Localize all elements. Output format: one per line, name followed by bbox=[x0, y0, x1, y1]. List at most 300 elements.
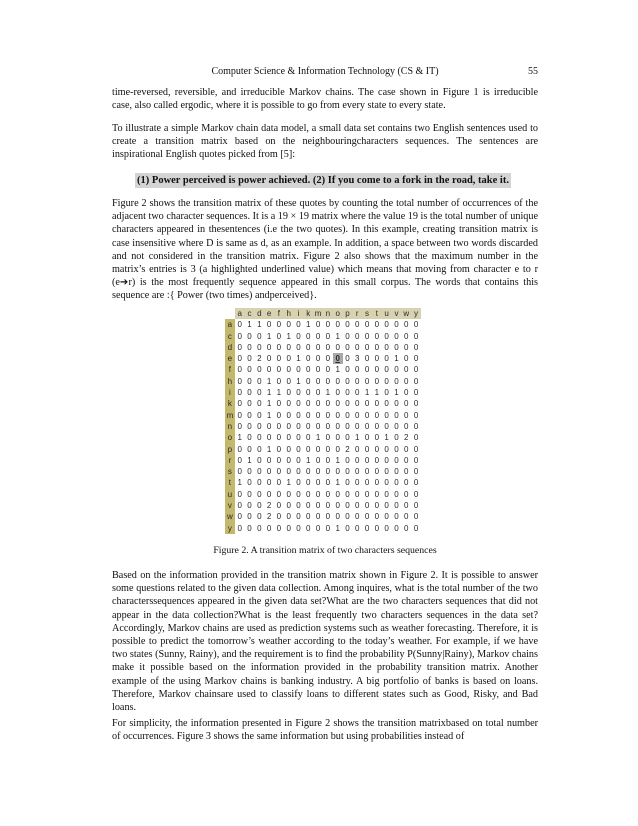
matrix-cell: 0 bbox=[264, 466, 274, 477]
matrix-cell: 0 bbox=[362, 342, 372, 353]
matrix-cell: 0 bbox=[264, 489, 274, 500]
matrix-cell: 0 bbox=[352, 511, 362, 522]
matrix-cell: 0 bbox=[313, 500, 323, 511]
matrix-max-cell: 0 bbox=[333, 353, 343, 364]
matrix-cell: 0 bbox=[362, 500, 372, 511]
matrix-row bbox=[225, 523, 421, 534]
matrix-cell: 0 bbox=[235, 342, 245, 353]
matrix-cell: 0 bbox=[343, 364, 353, 375]
matrix-cell: 0 bbox=[264, 523, 274, 534]
matrix-cell: 0 bbox=[235, 353, 245, 364]
matrix-cell: 0 bbox=[235, 455, 245, 466]
paragraph-3: Figure 2 shows the transition matrix of these quotes by counting the total number of occurrences of the adjacent two character sequences. It is a 19 × 19 matrix where the value 19 is the total number of unique characters appeared in thesentences (i.e the two quotes). In this example, creating transition matrix is case insensitive where D is same as d, as an example. In addition, a space between two words discarded and not considered in the transition matrix. Figure 2 also shows that the maximum number in the matrix’s entries is 3 (a highlighted underlined value) which means that moving from character e to r (e➔r) is the most frequently sequence appeared in this small corpus. The words that contains this sequence are :{ Power (two times) andperceived}. bbox=[112, 198, 538, 302]
matrix-cell: 0 bbox=[343, 376, 353, 387]
matrix-row bbox=[225, 477, 421, 488]
matrix-cell: 0 bbox=[313, 455, 323, 466]
matrix-cell: 0 bbox=[401, 364, 411, 375]
matrix-corner bbox=[225, 308, 235, 319]
matrix-cell: 2 bbox=[343, 444, 353, 455]
matrix-cell: 0 bbox=[323, 410, 333, 421]
matrix-row-header: h bbox=[225, 376, 235, 387]
matrix-cell: 0 bbox=[323, 342, 333, 353]
matrix-row-header: a bbox=[225, 319, 235, 330]
matrix-cell: 0 bbox=[411, 376, 421, 387]
matrix-cell: 0 bbox=[284, 511, 294, 522]
matrix-cell: 0 bbox=[362, 353, 372, 364]
matrix-col-header: i bbox=[294, 308, 304, 319]
matrix-cell: 0 bbox=[343, 466, 353, 477]
matrix-cell: 0 bbox=[411, 455, 421, 466]
matrix-cell: 0 bbox=[313, 410, 323, 421]
matrix-col-header: u bbox=[382, 308, 392, 319]
matrix-cell: 0 bbox=[372, 455, 382, 466]
matrix-cell: 2 bbox=[254, 353, 264, 364]
matrix-cell: 0 bbox=[372, 444, 382, 455]
matrix-cell: 0 bbox=[313, 523, 323, 534]
matrix-cell: 0 bbox=[294, 466, 304, 477]
matrix-cell: 0 bbox=[343, 500, 353, 511]
matrix-cell: 0 bbox=[333, 376, 343, 387]
matrix-cell: 1 bbox=[303, 319, 313, 330]
matrix-cell: 0 bbox=[372, 410, 382, 421]
matrix-cell: 0 bbox=[313, 364, 323, 375]
matrix-cell: 0 bbox=[245, 387, 255, 398]
matrix-col-header: p bbox=[343, 308, 353, 319]
matrix-cell: 0 bbox=[294, 421, 304, 432]
matrix-row-header: y bbox=[225, 523, 235, 534]
matrix-cell: 0 bbox=[382, 331, 392, 342]
matrix-row bbox=[225, 398, 421, 409]
matrix-cell: 0 bbox=[303, 432, 313, 443]
matrix-cell: 0 bbox=[254, 376, 264, 387]
matrix-cell: 0 bbox=[362, 421, 372, 432]
matrix-row-header: e bbox=[225, 353, 235, 364]
matrix-cell: 0 bbox=[372, 500, 382, 511]
matrix-cell: 0 bbox=[401, 455, 411, 466]
matrix-cell: 0 bbox=[284, 523, 294, 534]
matrix-cell: 0 bbox=[313, 477, 323, 488]
matrix-cell: 0 bbox=[254, 421, 264, 432]
matrix-row-header: r bbox=[225, 455, 235, 466]
matrix-col-header: y bbox=[411, 308, 421, 319]
matrix-cell: 0 bbox=[294, 500, 304, 511]
matrix-cell: 0 bbox=[264, 342, 274, 353]
matrix-cell: 0 bbox=[245, 500, 255, 511]
matrix-cell: 0 bbox=[411, 432, 421, 443]
matrix-cell: 0 bbox=[382, 500, 392, 511]
matrix-cell: 0 bbox=[372, 398, 382, 409]
matrix-cell: 0 bbox=[333, 398, 343, 409]
matrix-cell: 0 bbox=[333, 466, 343, 477]
matrix-cell: 0 bbox=[352, 331, 362, 342]
matrix-cell: 0 bbox=[274, 331, 284, 342]
matrix-cell: 0 bbox=[333, 410, 343, 421]
matrix-cell: 0 bbox=[235, 398, 245, 409]
matrix-cell: 0 bbox=[303, 376, 313, 387]
matrix-cell: 1 bbox=[274, 387, 284, 398]
matrix-cell: 0 bbox=[362, 376, 372, 387]
matrix-cell: 0 bbox=[362, 331, 372, 342]
matrix-cell: 0 bbox=[392, 523, 402, 534]
matrix-cell: 0 bbox=[392, 398, 402, 409]
matrix-cell: 0 bbox=[274, 364, 284, 375]
matrix-cell: 1 bbox=[235, 432, 245, 443]
matrix-cell: 0 bbox=[372, 466, 382, 477]
matrix-cell: 0 bbox=[392, 364, 402, 375]
matrix-cell: 0 bbox=[235, 444, 245, 455]
matrix-cell: 2 bbox=[264, 500, 274, 511]
matrix-cell: 0 bbox=[264, 432, 274, 443]
matrix-cell: 0 bbox=[411, 500, 421, 511]
matrix-cell: 0 bbox=[284, 421, 294, 432]
matrix-cell: 0 bbox=[362, 410, 372, 421]
matrix-cell: 0 bbox=[362, 364, 372, 375]
matrix-cell: 0 bbox=[352, 466, 362, 477]
matrix-cell: 0 bbox=[294, 477, 304, 488]
matrix-cell: 0 bbox=[294, 364, 304, 375]
matrix-cell: 0 bbox=[284, 466, 294, 477]
matrix-cell: 0 bbox=[274, 342, 284, 353]
matrix-cell: 1 bbox=[264, 410, 274, 421]
matrix-cell: 0 bbox=[284, 387, 294, 398]
matrix-cell: 1 bbox=[284, 331, 294, 342]
matrix-cell: 0 bbox=[313, 466, 323, 477]
matrix-cell: 0 bbox=[235, 421, 245, 432]
paragraph-1: time-reversed, reversible, and irreducible Markov chains. The case shown in Figure 1 is irreducible case, also called ergodic, where it is possible to go from every state to every state. bbox=[112, 87, 538, 112]
matrix-cell: 2 bbox=[264, 511, 274, 522]
figure-caption: Figure 2. A transition matrix of two characters sequences bbox=[213, 545, 437, 556]
matrix-cell: 0 bbox=[264, 421, 274, 432]
matrix-cell: 0 bbox=[362, 455, 372, 466]
matrix-body bbox=[225, 319, 421, 534]
matrix-cell: 0 bbox=[284, 364, 294, 375]
matrix-cell: 0 bbox=[313, 353, 323, 364]
matrix-cell: 0 bbox=[264, 477, 274, 488]
matrix-cell: 0 bbox=[343, 511, 353, 522]
matrix-col-header: w bbox=[401, 308, 411, 319]
matrix-cell: 0 bbox=[245, 489, 255, 500]
matrix-cell: 0 bbox=[323, 421, 333, 432]
matrix-cell: 0 bbox=[274, 353, 284, 364]
matrix-cell: 0 bbox=[303, 387, 313, 398]
matrix-cell: 1 bbox=[362, 387, 372, 398]
matrix-cell: 0 bbox=[333, 500, 343, 511]
matrix-cell: 1 bbox=[264, 444, 274, 455]
matrix-cell: 0 bbox=[382, 455, 392, 466]
matrix-row bbox=[225, 364, 421, 375]
matrix-cell: 1 bbox=[333, 523, 343, 534]
matrix-cell: 0 bbox=[392, 376, 402, 387]
matrix-cell: 1 bbox=[323, 387, 333, 398]
matrix-cell: 0 bbox=[323, 331, 333, 342]
matrix-cell: 0 bbox=[411, 353, 421, 364]
matrix-row-header: s bbox=[225, 466, 235, 477]
matrix-col-header: n bbox=[323, 308, 333, 319]
matrix-cell: 0 bbox=[382, 523, 392, 534]
matrix-cell: 0 bbox=[411, 421, 421, 432]
matrix-cell: 0 bbox=[343, 523, 353, 534]
matrix-cell: 0 bbox=[362, 432, 372, 443]
matrix-cell: 0 bbox=[303, 331, 313, 342]
matrix-row-header: i bbox=[225, 387, 235, 398]
matrix-cell: 0 bbox=[235, 523, 245, 534]
paragraph-5: For simplicity, the information presented in Figure 2 shows the transition matrixbased on total number of occurrences. Figure 3 shows the same information but using probabilities instead of bbox=[112, 718, 538, 743]
matrix-row bbox=[225, 500, 421, 511]
matrix-cell: 0 bbox=[303, 353, 313, 364]
matrix-cell: 0 bbox=[294, 489, 304, 500]
matrix-cell: 0 bbox=[411, 523, 421, 534]
matrix-cell: 0 bbox=[343, 489, 353, 500]
matrix-col-header: v bbox=[392, 308, 402, 319]
matrix-col-header: e bbox=[264, 308, 274, 319]
matrix-cell: 0 bbox=[284, 444, 294, 455]
matrix-cell: 0 bbox=[401, 500, 411, 511]
matrix-cell: 0 bbox=[245, 364, 255, 375]
matrix-cell: 0 bbox=[401, 331, 411, 342]
matrix-cell: 0 bbox=[411, 477, 421, 488]
matrix-cell: 0 bbox=[323, 477, 333, 488]
matrix-cell: 0 bbox=[333, 432, 343, 443]
matrix-cell: 1 bbox=[352, 432, 362, 443]
matrix-cell: 0 bbox=[362, 511, 372, 522]
matrix-cell: 0 bbox=[274, 466, 284, 477]
matrix-cell: 0 bbox=[343, 410, 353, 421]
matrix-cell: 0 bbox=[382, 353, 392, 364]
matrix-cell: 0 bbox=[245, 511, 255, 522]
matrix-row bbox=[225, 387, 421, 398]
matrix-cell: 0 bbox=[254, 342, 264, 353]
matrix-cell: 0 bbox=[392, 455, 402, 466]
matrix-cell: 0 bbox=[274, 489, 284, 500]
matrix-col-header: r bbox=[352, 308, 362, 319]
matrix-cell: 0 bbox=[401, 421, 411, 432]
matrix-cell: 0 bbox=[382, 477, 392, 488]
matrix-cell: 0 bbox=[411, 466, 421, 477]
matrix-cell: 1 bbox=[245, 319, 255, 330]
matrix-cell: 0 bbox=[382, 364, 392, 375]
matrix-row-header: c bbox=[225, 331, 235, 342]
matrix-cell: 0 bbox=[401, 376, 411, 387]
matrix-cell: 0 bbox=[313, 398, 323, 409]
matrix-cell: 0 bbox=[303, 466, 313, 477]
matrix-cell: 0 bbox=[294, 455, 304, 466]
matrix-cell: 0 bbox=[401, 444, 411, 455]
matrix-cell: 0 bbox=[392, 410, 402, 421]
matrix-cell: 0 bbox=[284, 319, 294, 330]
matrix-cell: 0 bbox=[245, 432, 255, 443]
matrix-cell: 0 bbox=[294, 432, 304, 443]
matrix-cell: 0 bbox=[411, 331, 421, 342]
matrix-cell: 1 bbox=[264, 376, 274, 387]
matrix-cell: 0 bbox=[235, 489, 245, 500]
matrix-cell: 0 bbox=[401, 511, 411, 522]
matrix-cell: 0 bbox=[313, 319, 323, 330]
matrix-cell: 0 bbox=[372, 523, 382, 534]
matrix-cell: 0 bbox=[352, 421, 362, 432]
matrix-cell: 0 bbox=[372, 364, 382, 375]
matrix-cell: 0 bbox=[303, 444, 313, 455]
matrix-cell: 0 bbox=[254, 489, 264, 500]
matrix-cell: 1 bbox=[392, 353, 402, 364]
matrix-cell: 0 bbox=[392, 319, 402, 330]
matrix-cell: 0 bbox=[352, 410, 362, 421]
matrix-cell: 0 bbox=[352, 455, 362, 466]
matrix-cell: 0 bbox=[411, 364, 421, 375]
matrix-cell: 0 bbox=[343, 331, 353, 342]
matrix-cell: 0 bbox=[333, 421, 343, 432]
matrix-cell: 0 bbox=[333, 342, 343, 353]
matrix-cell: 0 bbox=[372, 353, 382, 364]
matrix-cell: 0 bbox=[303, 364, 313, 375]
matrix-cell: 1 bbox=[333, 455, 343, 466]
matrix-cell: 1 bbox=[294, 353, 304, 364]
matrix-cell: 0 bbox=[323, 500, 333, 511]
matrix-cell: 0 bbox=[254, 432, 264, 443]
matrix-row bbox=[225, 342, 421, 353]
matrix-cell: 0 bbox=[254, 500, 264, 511]
matrix-cell: 0 bbox=[323, 489, 333, 500]
matrix-cell: 0 bbox=[401, 410, 411, 421]
matrix-cell: 1 bbox=[392, 387, 402, 398]
matrix-cell: 0 bbox=[264, 319, 274, 330]
matrix-cell: 0 bbox=[254, 364, 264, 375]
matrix-cell: 0 bbox=[235, 331, 245, 342]
matrix-cell: 0 bbox=[235, 376, 245, 387]
matrix-cell: 0 bbox=[274, 410, 284, 421]
matrix-cell: 0 bbox=[245, 410, 255, 421]
matrix-cell: 0 bbox=[411, 342, 421, 353]
matrix-cell: 0 bbox=[274, 421, 284, 432]
matrix-cell: 0 bbox=[372, 421, 382, 432]
matrix-cell: 0 bbox=[352, 387, 362, 398]
matrix-cell: 0 bbox=[274, 455, 284, 466]
matrix-row bbox=[225, 410, 421, 421]
matrix-row-header: p bbox=[225, 444, 235, 455]
matrix-col-header: m bbox=[314, 309, 322, 318]
matrix-cell: 0 bbox=[392, 342, 402, 353]
matrix-cell: 0 bbox=[382, 398, 392, 409]
journal-title: Computer Science & Information Technology (CS & IT) bbox=[211, 66, 439, 77]
matrix-cell: 0 bbox=[313, 387, 323, 398]
matrix-cell: 0 bbox=[245, 353, 255, 364]
highlighted-quote: (1) Power perceived is power achieved. (2) If you come to a fork in the road, take it. bbox=[135, 173, 511, 188]
matrix-cell: 0 bbox=[362, 466, 372, 477]
matrix-cell: 0 bbox=[343, 398, 353, 409]
matrix-cell: 0 bbox=[343, 421, 353, 432]
matrix-cell: 1 bbox=[264, 331, 274, 342]
matrix-cell: 0 bbox=[254, 410, 264, 421]
matrix-cell: 0 bbox=[245, 444, 255, 455]
matrix-cell: 0 bbox=[264, 364, 274, 375]
matrix-row bbox=[225, 455, 421, 466]
matrix-cell: 0 bbox=[284, 432, 294, 443]
matrix-cell: 0 bbox=[235, 387, 245, 398]
matrix-cell: 2 bbox=[401, 432, 411, 443]
matrix-cell: 1 bbox=[284, 477, 294, 488]
matrix-cell: 0 bbox=[294, 387, 304, 398]
matrix-cell: 0 bbox=[362, 489, 372, 500]
matrix-cell: 0 bbox=[274, 444, 284, 455]
matrix-cell: 0 bbox=[323, 398, 333, 409]
matrix-cell: 0 bbox=[382, 342, 392, 353]
matrix-cell: 0 bbox=[372, 489, 382, 500]
matrix-cell: 0 bbox=[323, 466, 333, 477]
matrix-cell: 1 bbox=[333, 364, 343, 375]
matrix-cell: 0 bbox=[411, 398, 421, 409]
matrix-row-header: m bbox=[226, 410, 234, 420]
matrix-cell: 1 bbox=[254, 319, 264, 330]
matrix-row bbox=[225, 421, 421, 432]
matrix-cell: 0 bbox=[362, 444, 372, 455]
matrix-cell: 0 bbox=[245, 477, 255, 488]
matrix-cell: 0 bbox=[401, 466, 411, 477]
matrix-cell: 0 bbox=[382, 376, 392, 387]
matrix-col-header: d bbox=[254, 308, 264, 319]
matrix-cell: 0 bbox=[235, 511, 245, 522]
matrix-cell: 0 bbox=[352, 477, 362, 488]
matrix-cell: 0 bbox=[372, 376, 382, 387]
matrix-cell: 0 bbox=[352, 523, 362, 534]
matrix-cell: 0 bbox=[411, 387, 421, 398]
matrix-row bbox=[225, 331, 421, 342]
matrix-row bbox=[225, 444, 421, 455]
matrix-cell: 1 bbox=[372, 387, 382, 398]
matrix-cell: 0 bbox=[392, 477, 402, 488]
matrix-col-header: o bbox=[333, 308, 343, 319]
matrix-cell: 0 bbox=[303, 410, 313, 421]
matrix-row bbox=[225, 376, 421, 387]
matrix-row-header: u bbox=[225, 489, 235, 500]
matrix-cell: 0 bbox=[313, 444, 323, 455]
matrix-cell: 0 bbox=[401, 387, 411, 398]
matrix-cell: 0 bbox=[313, 331, 323, 342]
matrix-cell: 0 bbox=[323, 511, 333, 522]
matrix-cell: 0 bbox=[411, 319, 421, 330]
matrix-col-header: s bbox=[362, 308, 372, 319]
matrix-cell: 0 bbox=[284, 500, 294, 511]
matrix-cell: 0 bbox=[323, 353, 333, 364]
matrix-cell: 0 bbox=[274, 398, 284, 409]
matrix-cell: 0 bbox=[284, 398, 294, 409]
matrix-col-header: k bbox=[303, 308, 313, 319]
matrix-cell: 0 bbox=[245, 342, 255, 353]
matrix-cell: 0 bbox=[372, 342, 382, 353]
matrix-cell: 1 bbox=[294, 376, 304, 387]
matrix-cell: 0 bbox=[401, 523, 411, 534]
matrix-cell: 0 bbox=[401, 353, 411, 364]
matrix-row-header: d bbox=[225, 342, 235, 353]
matrix-col-header: f bbox=[274, 308, 284, 319]
matrix-cell: 0 bbox=[254, 387, 264, 398]
matrix-cell: 0 bbox=[401, 319, 411, 330]
matrix-row-header: w bbox=[225, 511, 235, 522]
matrix-cell: 0 bbox=[372, 511, 382, 522]
matrix-cell: 0 bbox=[294, 398, 304, 409]
matrix-cell: 0 bbox=[235, 500, 245, 511]
matrix-cell: 3 bbox=[352, 353, 362, 364]
matrix-cell: 0 bbox=[245, 331, 255, 342]
matrix-cell: 0 bbox=[294, 342, 304, 353]
matrix-cell: 0 bbox=[235, 410, 245, 421]
matrix-cell: 0 bbox=[392, 489, 402, 500]
matrix-cell: 0 bbox=[333, 489, 343, 500]
matrix-row-header: k bbox=[225, 398, 235, 409]
matrix-cell: 0 bbox=[303, 342, 313, 353]
matrix-cell: 0 bbox=[333, 444, 343, 455]
matrix-cell: 1 bbox=[333, 331, 343, 342]
matrix-cell: 1 bbox=[303, 455, 313, 466]
matrix-cell: 0 bbox=[254, 477, 264, 488]
